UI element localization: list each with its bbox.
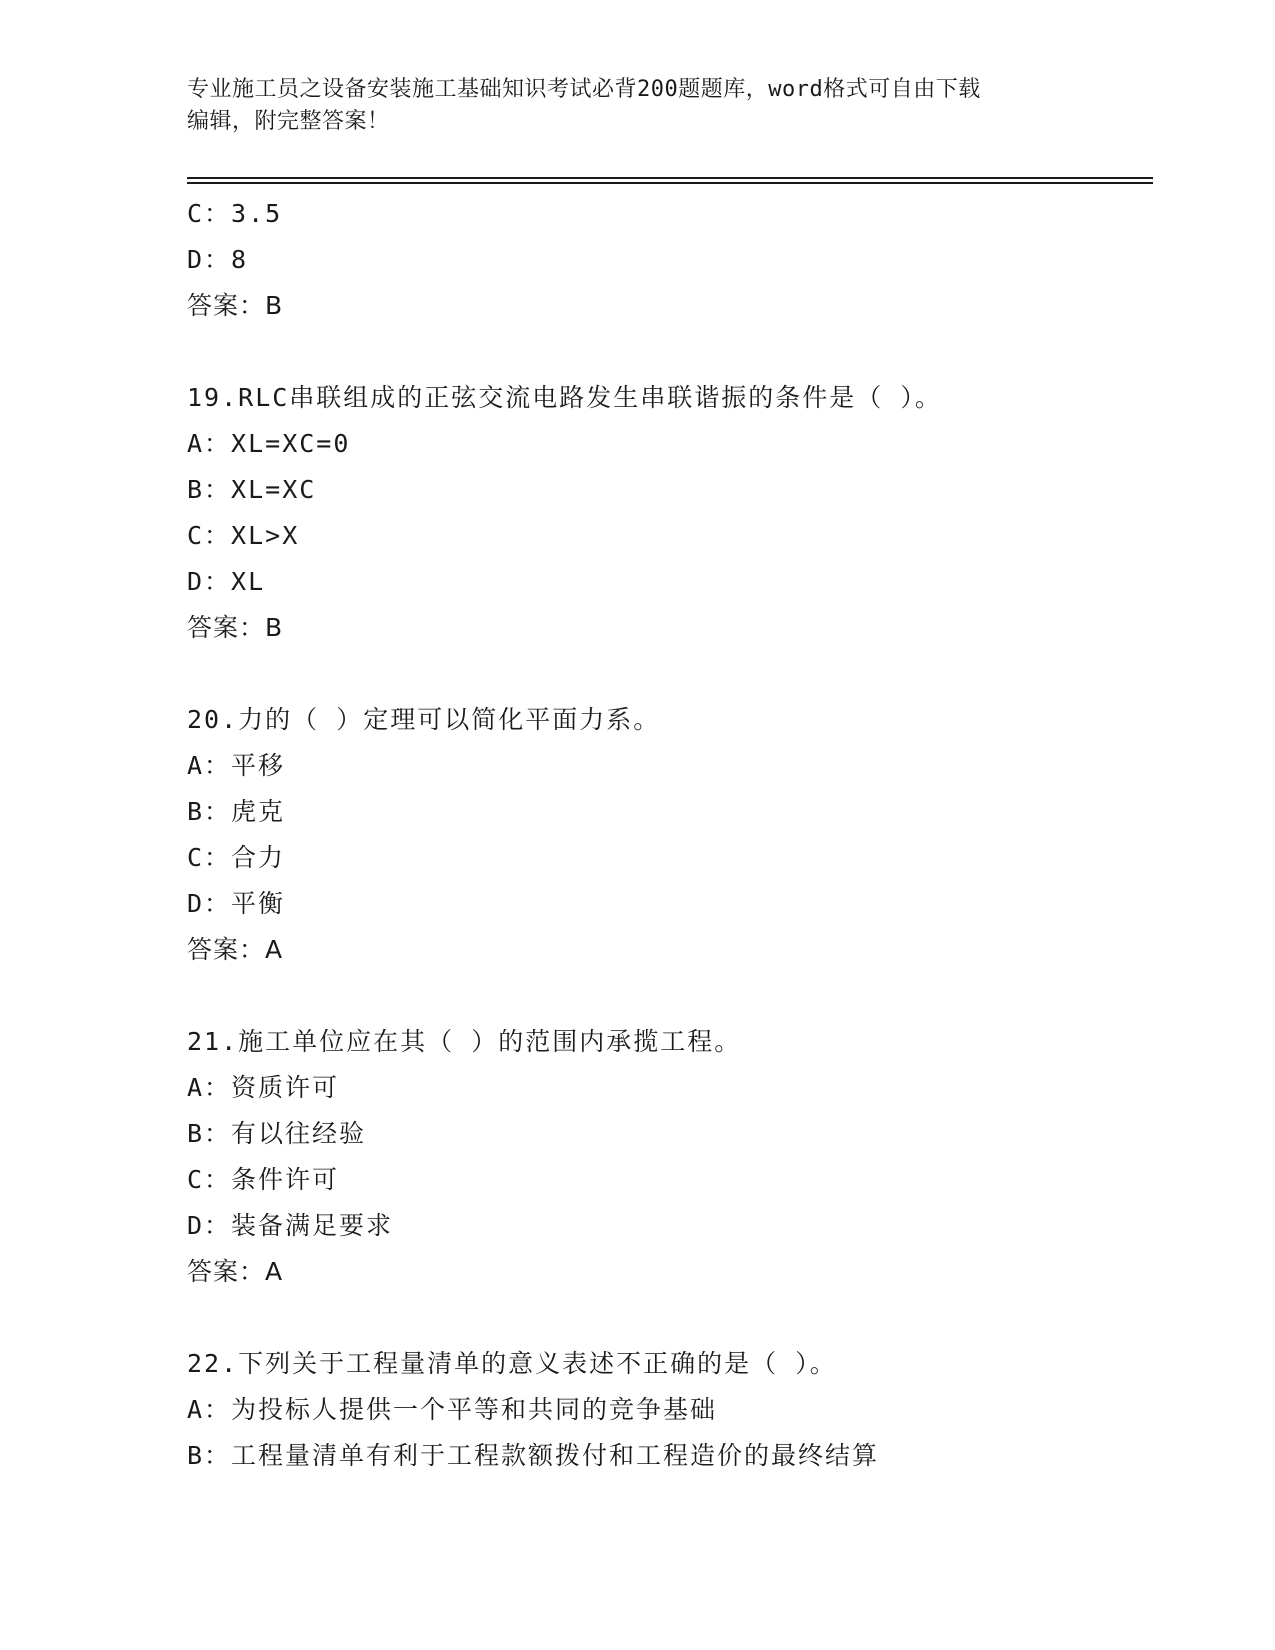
question-18-tail bbox=[187, 191, 1147, 329]
question-list bbox=[187, 191, 1147, 1479]
option-a: A：平移 bbox=[187, 751, 286, 780]
option-c: C：3.5 bbox=[187, 199, 283, 228]
option-a: A：XL=XC=0 bbox=[187, 429, 351, 458]
option-d: D：平衡 bbox=[187, 889, 286, 918]
document-header: 专业施工员之设备安装施工基础知识考试必背200题题库，word格式可自由下载 编辑，附完整答案！ bbox=[187, 77, 981, 134]
question-19 bbox=[187, 375, 1147, 651]
option-c: C：合力 bbox=[187, 843, 286, 872]
option-a: A：为投标人提供一个平等和共同的竞争基础 bbox=[187, 1395, 718, 1424]
option-c: C：XL>X bbox=[187, 521, 300, 550]
spacer bbox=[187, 329, 1147, 375]
question-21 bbox=[187, 1019, 1147, 1295]
answer: 答案：A bbox=[187, 935, 284, 964]
answer: 答案：B bbox=[187, 291, 284, 320]
question-stem: 19.RLC串联组成的正弦交流电路发生串联谐振的条件是（ ）。 bbox=[187, 383, 942, 412]
option-b: B：XL=XC bbox=[187, 475, 317, 504]
option-d: D：8 bbox=[187, 245, 249, 274]
option-b: B：工程量清单有利于工程款额拨付和工程造价的最终结算 bbox=[187, 1441, 880, 1470]
option-d: D：装备满足要求 bbox=[187, 1211, 394, 1240]
question-stem: 20.力的（ ）定理可以简化平面力系。 bbox=[187, 705, 661, 734]
answer: 答案：A bbox=[187, 1257, 284, 1286]
spacer bbox=[187, 651, 1147, 697]
question-stem: 22.下列关于工程量清单的意义表述不正确的是（ ）。 bbox=[187, 1349, 837, 1378]
spacer bbox=[187, 1295, 1147, 1341]
question-stem: 21.施工单位应在其（ ）的范围内承揽工程。 bbox=[187, 1027, 742, 1056]
option-d: D：XL bbox=[187, 567, 266, 596]
header-divider-bottom bbox=[187, 182, 1153, 184]
answer: 答案：B bbox=[187, 613, 284, 642]
question-22 bbox=[187, 1341, 1147, 1479]
option-b: B：有以往经验 bbox=[187, 1119, 367, 1148]
option-c: C：条件许可 bbox=[187, 1165, 340, 1194]
option-b: B：虎克 bbox=[187, 797, 286, 826]
option-a: A：资质许可 bbox=[187, 1073, 340, 1102]
spacer bbox=[187, 973, 1147, 1019]
question-20 bbox=[187, 697, 1147, 973]
header-divider-top bbox=[187, 177, 1153, 179]
